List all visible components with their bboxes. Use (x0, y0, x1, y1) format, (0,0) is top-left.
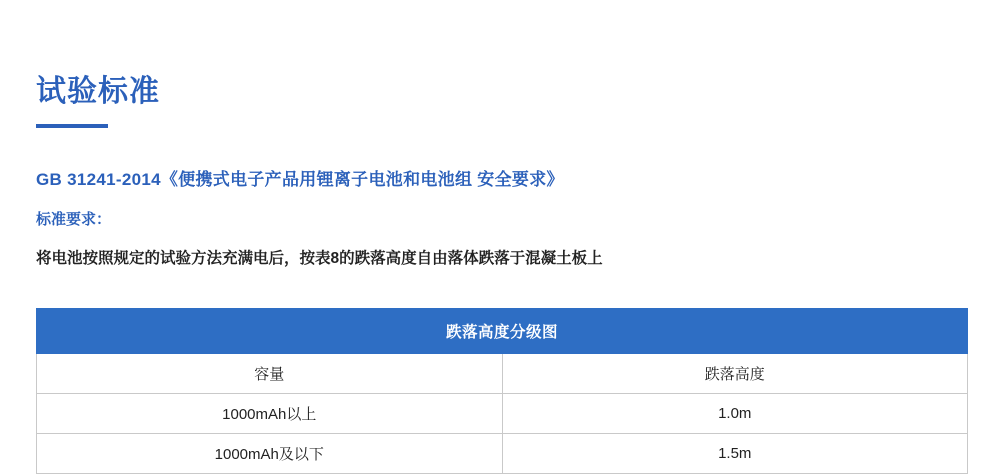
column-header-capacity: 容量 (37, 354, 503, 394)
table-caption-row (37, 309, 968, 354)
cell-drop-height: 1.5m (502, 434, 968, 474)
requirement-label: 标准要求： (36, 210, 112, 228)
requirement-text: 将电池按照规定的试验方法充满电后，按表8的跌落高度自由落体跌落于混凝土板上 (36, 249, 603, 267)
table-caption: 跌落高度分级图 (37, 309, 968, 354)
cell-capacity: 1000mAh及以下 (37, 434, 503, 474)
table-row (37, 394, 968, 434)
table-row (37, 434, 968, 474)
drop-height-table (36, 308, 968, 474)
page-title: 试验标准 (36, 75, 160, 108)
column-header-drop-height: 跌落高度 (502, 354, 968, 394)
cell-drop-height: 1.0m (502, 394, 968, 434)
cell-capacity: 1000mAh以上 (37, 394, 503, 434)
standard-code: GB 31241-2014《便携式电子产品用锂离子电池和电池组 安全要求》 (36, 170, 564, 189)
table-column-header-row (37, 354, 968, 394)
title-underline (36, 124, 108, 128)
